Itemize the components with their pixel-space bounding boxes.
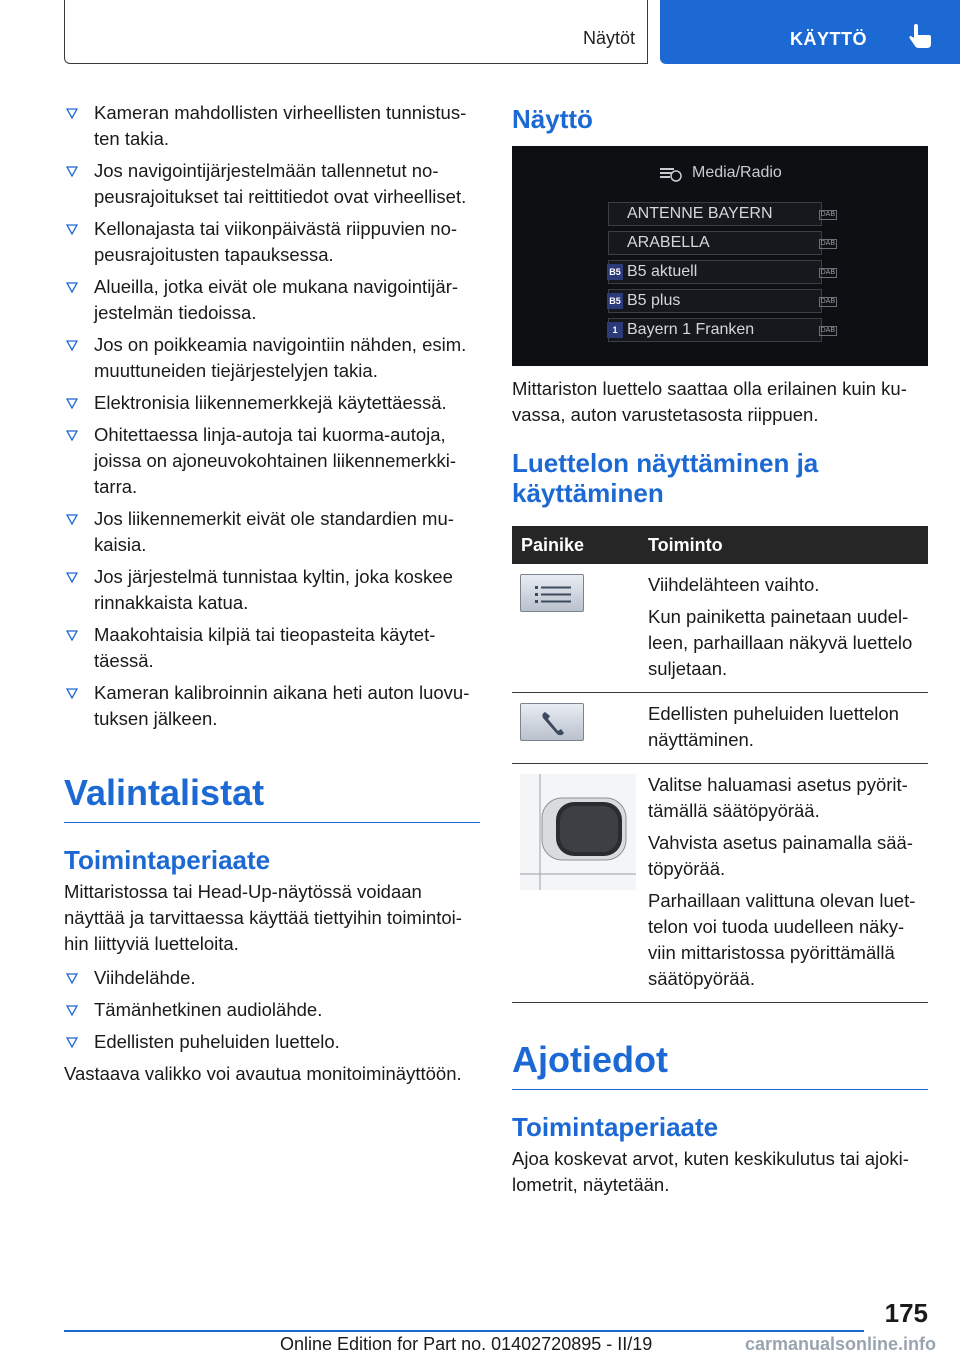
header-chapter-tab [660, 0, 960, 64]
station-list-item [608, 202, 835, 226]
subheading-toimintaperiaate-2: Toimintaperiaate [512, 1112, 719, 1142]
footer-edition: Online Edition for Part no. 01402720895 - II/19 [280, 1334, 653, 1354]
table-header-function: Toiminto [648, 534, 723, 555]
bullet-item [64, 564, 480, 616]
triangle-bullet-icon [66, 224, 78, 235]
station-name: ARABELLA [627, 234, 710, 251]
triangle-bullet-icon [66, 514, 78, 525]
station-name: B5 plus [627, 292, 681, 309]
station-list-item [608, 289, 835, 313]
triangle-bullet-icon [66, 973, 78, 984]
bullet-item [64, 216, 480, 268]
triangle-bullet-icon [66, 630, 78, 641]
top-bullet-list [64, 100, 480, 732]
triangle-bullet-icon [66, 282, 78, 293]
table-cell-text: Parhaillaan valittuna olevan luet-telon voi tuoda uudelleen näky-viin mittaristossa pyörittämällä säätöpyörää. [648, 890, 916, 989]
pointing-hand-icon [908, 24, 934, 50]
subheading-naytto: Näyttö [512, 104, 593, 134]
header-section-title: Näytöt [582, 28, 635, 48]
right-column [512, 100, 928, 1198]
outro-paragraph: Vastaava valikko voi avautua monitoiminäyttöön. [64, 1063, 462, 1084]
station-name: ANTENNE BAYERN [627, 205, 773, 222]
bullet-item [64, 332, 480, 384]
triangle-bullet-icon [66, 340, 78, 351]
table-cell-text: Vahvista asetus painamalla sää-töpyörää. [648, 832, 913, 879]
bullet-text: Jos navigointijärjestelmään tallennetut no-peusrajoitukset tai reittitiedot ovat virheelliset. [94, 160, 467, 207]
bullet-text: Jos liikennemerkit eivät ole standardien mu-kaisia. [94, 508, 454, 555]
bullet-text: Edellisten puheluiden luettelo. [94, 1031, 340, 1052]
dab-badge: DAB [820, 240, 835, 247]
ajotiedot-paragraph: Ajoa koskevat arvot, kuten keskikulutus tai ajoki-lometrit, näytetään. [512, 1148, 909, 1195]
dab-badge: DAB [820, 327, 835, 334]
station-list-item [608, 318, 835, 342]
table-row [512, 693, 928, 764]
bullet-item [64, 965, 480, 991]
triangle-bullet-icon [66, 1037, 78, 1048]
instrument-cluster-screenshot [512, 146, 928, 366]
bullet-text: Viihdelähde. [94, 967, 196, 988]
bullet-item [64, 274, 480, 326]
bullet-text: Tämänhetkinen audiolähde. [94, 999, 323, 1020]
bullet-text: Jos järjestelmä tunnistaa kyltin, joka koskee rinnakkaista katua. [94, 566, 453, 613]
triangle-bullet-icon [66, 166, 78, 177]
bullet-text: Kameran mahdollisten virheellisten tunnistus-ten takia. [94, 102, 467, 149]
triangle-bullet-icon [66, 398, 78, 409]
station-name: Bayern 1 Franken [627, 321, 755, 338]
bullet-item [64, 100, 480, 152]
triangle-bullet-icon [66, 108, 78, 119]
bullet-text: Kameran kalibroinnin aikana heti auton luovu-tuksen jälkeen. [94, 682, 470, 729]
section-heading-valintalistat: Valintalistat [64, 772, 480, 823]
phone-button-icon [520, 703, 584, 741]
left-column [64, 100, 480, 1087]
bullet-text: Elektronisia liikennemerkkejä käytettäessä. [94, 392, 447, 413]
list-menu-button-icon [520, 574, 584, 612]
triangle-bullet-icon [66, 1005, 78, 1016]
table-cell-text: Valitse haluamasi asetus pyörit-tämällä säätöpyörää. [648, 774, 908, 821]
table-row [512, 564, 928, 693]
station-list-item [608, 231, 835, 255]
bottom-bullet-list [64, 965, 480, 1055]
subheading-luettelo: Luettelon näyttäminen ja käyttäminen [512, 448, 819, 508]
bullet-item [64, 997, 480, 1023]
bullet-item [64, 158, 480, 210]
header-chapter-title: KÄYTTÖ [790, 29, 867, 49]
bullet-text: Kellonajasta tai viikonpäivästä riippuvien no-peusrajoitusten tapauksessa. [94, 218, 458, 265]
footer-watermark: carmanualsonline.info [744, 1334, 936, 1354]
triangle-bullet-icon [66, 572, 78, 583]
triangle-bullet-icon [66, 430, 78, 441]
bullet-item [64, 506, 480, 558]
bullet-item [64, 622, 480, 674]
bullet-text: Maakohtaisia kilpiä tai tieopasteita käytet-täessä. [94, 624, 436, 671]
bullet-text: Jos on poikkeamia navigointiin nähden, esim. muuttuneiden tiejärjestelyjen takia. [94, 334, 467, 381]
section-heading-ajotiedot: Ajotiedot [512, 1039, 928, 1090]
screenshot-caption: Mittariston luettelo saattaa olla erilainen kuin ku-vassa, auton varustetasosta riippuen. [512, 378, 907, 425]
intro-paragraph: Mittaristossa tai Head-Up-näytössä voidaan näyttää ja tarvittaessa käyttää tiettyihin toimintoi-hin liittyviä luetteloita. [64, 881, 462, 954]
station-name: B5 aktuell [627, 263, 698, 280]
station-list-item [608, 260, 835, 284]
table-row [512, 764, 928, 1003]
footer-divider [64, 1330, 864, 1332]
bullet-item [64, 422, 480, 500]
triangle-bullet-icon [66, 688, 78, 699]
table-cell-text: Kun painiketta painetaan uudel-leen, parhaillaan näkyvä luettelo suljetaan. [648, 606, 913, 679]
bullet-item [64, 680, 480, 732]
table-cell-text: Edellisten puheluiden luettelon näyttäminen. [648, 703, 899, 750]
bullet-text: Alueilla, jotka eivät ole mukana navigointijär-jestelmän tiedoissa. [94, 276, 459, 323]
header-section-tab [64, 0, 648, 64]
bullet-item [64, 390, 480, 416]
station-logo: B5 [607, 293, 623, 309]
table-cell-text: Viihdelähteen vaihto. [648, 574, 820, 595]
table-header-button: Painike [521, 534, 585, 555]
bullet-text: Ohitettaessa linja-autoja tai kuorma-autoja, joissa on ajoneuvokohtainen liikennemerkki-tarra. [94, 424, 456, 497]
dab-badge: DAB [820, 269, 835, 276]
table-header [512, 526, 928, 564]
subheading-toimintaperiaate: Toimintaperiaate [64, 845, 271, 875]
page-number: 175 [884, 1298, 928, 1328]
media-radio-icon [658, 162, 684, 184]
controller-knob-icon [520, 774, 636, 890]
dab-badge: DAB [820, 211, 835, 218]
screen-title: Media/Radio [692, 164, 782, 181]
dab-badge: DAB [820, 298, 835, 305]
station-logo: 1 [607, 322, 623, 338]
station-logo: B5 [607, 264, 623, 280]
bullet-item [64, 1029, 480, 1055]
button-function-table [512, 526, 928, 1003]
